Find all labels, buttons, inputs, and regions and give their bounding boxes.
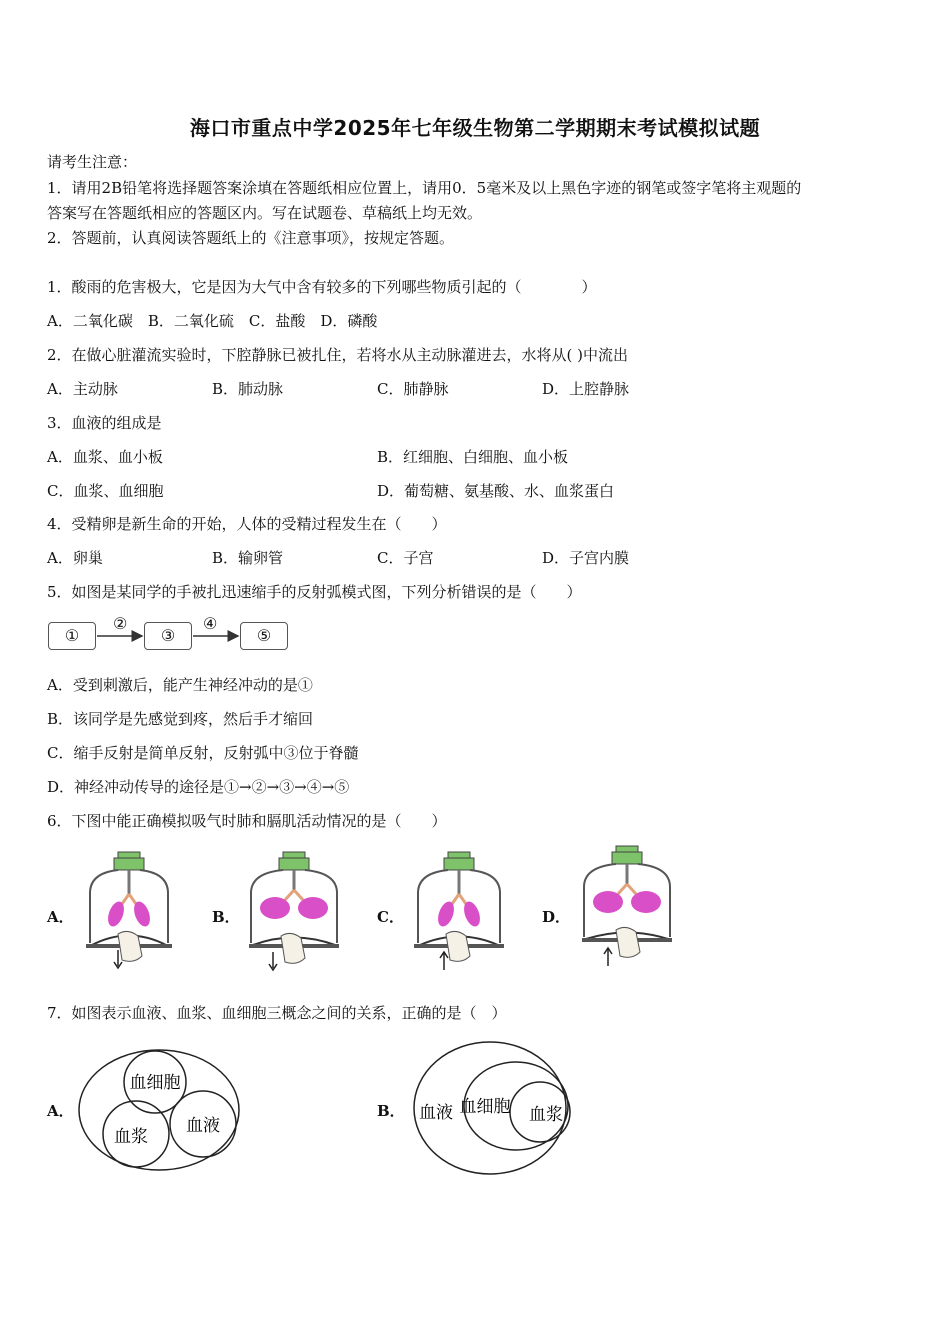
q3-option-a: A．血浆、血小板	[47, 448, 163, 466]
venn-b-mid-label: 血细胞	[459, 1097, 511, 1117]
venn-diagram-b	[410, 1038, 580, 1178]
q2-option-b: B．肺动脉	[212, 380, 284, 398]
notice-line-2: 2．答题前，认真阅读答题纸上的《注意事项》，按规定答题。	[47, 229, 455, 247]
bell-jar-a	[80, 848, 175, 973]
reflex-label-4: ④	[203, 614, 218, 633]
q5-stem: 5．如图是某同学的手被扎迅速缩手的反射弧模式图，下列分析错误的是（ ）	[47, 583, 582, 601]
venn-b-outer-label: 血液	[419, 1103, 453, 1123]
reflex-node-3: ③	[144, 622, 192, 650]
q5-option-c: C．缩手反射是简单反射，反射弧中③位于脊髓	[47, 744, 359, 762]
reflex-node-1: ①	[48, 622, 96, 650]
venn-a-label-2: 血液	[186, 1116, 220, 1136]
venn-diagram-a	[75, 1042, 250, 1177]
lung-left	[593, 891, 623, 913]
q2-option-c: C．肺静脉	[377, 380, 449, 398]
q4-option-b: B．输卵管	[212, 549, 284, 567]
bell-jar-c	[410, 848, 505, 973]
notice-line-1a: 1．请用2B铅笔将选择题答案涂填在答题纸相应位置上，请用0．5毫米及以上黑色字迹的钢笔或签字笔将主观题的	[47, 179, 802, 197]
q2-option-d: D．上腔静脉	[542, 380, 630, 398]
reflex-arrows	[48, 614, 298, 654]
bell-jar-d	[578, 842, 673, 972]
q1-options: A．二氧化碳 B．二氧化硫 C．盐酸 D．磷酸	[47, 312, 378, 330]
q3-option-d: D．葡萄糖、氨基酸、水、血浆蛋白	[377, 482, 615, 500]
q2-option-a: A．主动脉	[47, 380, 118, 398]
lung-right	[631, 891, 661, 913]
q7-stem: 7．如图表示血液、血浆、血细胞三概念之间的关系，正确的是（ ）	[47, 1004, 507, 1022]
q7-label-a: A．	[47, 1102, 74, 1120]
venn-b-inner-label: 血浆	[529, 1105, 563, 1125]
q6-label-d: D．	[542, 908, 571, 926]
q6-label-c: C．	[377, 908, 404, 926]
venn-a-label-3: 血浆	[114, 1127, 148, 1147]
lung-right	[298, 897, 328, 919]
q5-option-a: A．受到刺激后，能产生神经冲动的是①	[47, 676, 313, 694]
q5-option-d: D．神经冲动传导的途径是①→②→③→④→⑤	[47, 778, 350, 796]
notice-line-1b: 答案写在答题纸相应的答题区内。写在试题卷、草稿纸上均无效。	[47, 204, 483, 222]
q6-label-b: B．	[212, 908, 240, 926]
bell-jar-b	[245, 848, 340, 973]
q3-option-b: B．红细胞、白细胞、血小板	[377, 448, 569, 466]
q3-option-c: C．血浆、血细胞	[47, 482, 164, 500]
q6-stem: 6．下图中能正确模拟吸气时肺和膈肌活动情况的是（ ）	[47, 812, 447, 830]
q6-label-a: A．	[47, 908, 74, 926]
notice-heading: 请考生注意：	[47, 153, 138, 171]
q1-stem: 1．酸雨的危害极大，它是因为大气中含有较多的下列哪些物质引起的（ ）	[47, 278, 597, 296]
q5-option-b: B．该同学是先感觉到疼，然后手才缩回	[47, 710, 314, 728]
venn-a-label-1: 血细胞	[129, 1073, 181, 1093]
page-title: 海口市重点中学2025年七年级生物第二学期期末考试模拟试题	[189, 116, 761, 140]
q7-label-b: B．	[377, 1102, 405, 1120]
q4-option-c: C．子宫	[377, 549, 434, 567]
q4-option-a: A．卵巢	[47, 549, 103, 567]
q4-stem: 4．受精卵是新生命的开始，人体的受精过程发生在（ ）	[47, 515, 447, 533]
q3-stem: 3．血液的组成是	[47, 414, 162, 432]
q4-option-d: D．子宫内膜	[542, 549, 630, 567]
lung-left	[260, 897, 290, 919]
reflex-node-5: ⑤	[240, 622, 288, 650]
q2-stem: 2．在做心脏灌流实验时，下腔静脉已被扎住，若将水从主动脉灌进去，水将从( )中流出	[47, 346, 629, 364]
reflex-label-2: ②	[113, 614, 128, 633]
